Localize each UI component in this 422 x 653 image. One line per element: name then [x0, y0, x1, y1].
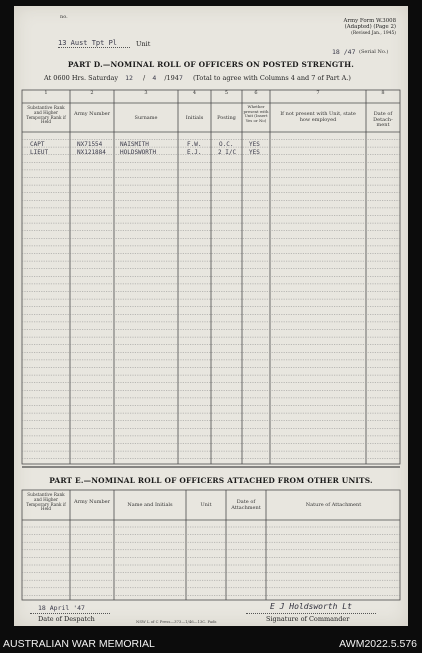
unit-value: 13 Aust Tpt Pl [58, 39, 118, 47]
row1-surname: NAISMITH [120, 141, 149, 148]
row1-present: YES [249, 141, 260, 148]
col-number-5: 5 [224, 90, 229, 96]
row1-posting: O.C. [219, 141, 234, 148]
row2-initials: E.J. [187, 149, 202, 156]
date-day: 12 [125, 74, 133, 82]
despatch-line [30, 613, 110, 614]
col-header-initials: Initials [185, 115, 204, 121]
caption-right: AWM2022.5.576 [339, 638, 417, 650]
part-e-title: PART E.—NOMINAL ROLL OF OFFICERS ATTACHED FROM OTHER UNITS. [49, 476, 373, 485]
part-d-date-line: At 0600 Hrs. Saturday 12 / 4 /1947 (Total to agree with Columns 4 and 7 of Part A.) [44, 74, 351, 82]
col-header-army-number: Army Number [73, 111, 111, 117]
unit-label: Unit [136, 40, 151, 48]
document-page [14, 6, 408, 626]
year-suffix: 7 [178, 74, 183, 82]
corner-mark: no. [60, 14, 68, 20]
signature-line [246, 613, 376, 614]
e-col-rank: Substantive Rank and Higher Temporary Rank if Held [26, 492, 66, 512]
col-number-3: 3 [144, 90, 148, 96]
at-prefix: At 0600 Hrs. Saturday [44, 74, 119, 82]
row2-surname: HOLDSWORTH [120, 149, 157, 156]
signature-label: Signature of Commander [266, 615, 350, 623]
col-header-rank: Substantive Rank and Higher Temporary Rank if Held [26, 105, 66, 125]
col-number-4: 4 [192, 90, 197, 96]
e-col-nature: Nature of Attachment [305, 502, 362, 508]
e-col-unit: Unit [200, 502, 212, 508]
form-adapted: (Adapted) (Page 2) [344, 24, 396, 31]
row2-number: NX121884 [77, 149, 106, 156]
col-number-8: 8 [381, 90, 385, 96]
caption-left: AUSTRALIAN WAR MEMORIAL [3, 638, 155, 650]
row2-posting: 2 I/C [218, 149, 237, 156]
col-number-2: 2 [90, 90, 94, 96]
serial-label: (Serial No.) [359, 49, 389, 55]
form-revised: (Revised Jan., 1945) [351, 30, 396, 36]
col-header-employment: If not present with Unit, state how employed [280, 111, 356, 123]
caption-bar [0, 636, 422, 653]
col-number-7: 7 [316, 90, 320, 96]
col-number-6: 6 [254, 90, 258, 96]
col-number-1: 1 [44, 90, 48, 96]
e-col-army-number: Army Number [73, 499, 111, 505]
row1-initials: F.W. [187, 141, 202, 148]
date-month: 4 [152, 74, 157, 82]
row1-rank: CAPT [30, 141, 45, 148]
printer-imprint: NSW L of C Press—373—1/46—13C. Pads [136, 619, 217, 624]
form-number: Army Form W.3008 [343, 18, 396, 24]
row1-number: NX71554 [77, 141, 103, 148]
col-header-posting: Posting [217, 115, 236, 121]
despatch-label: Date of Despatch [38, 615, 95, 623]
e-col-name: Name and Initials [127, 502, 173, 508]
col-header-present: Whether present with Unit (Insert Yes or No) [243, 104, 269, 123]
part-d-title: PART D.—NOMINAL ROLL OF OFFICERS ON POSTED STRENGTH. [67, 60, 355, 69]
row2-rank: LIEUT [30, 149, 49, 156]
col-header-detachment: Date of Detach-ment [373, 111, 393, 129]
row2-present: YES [249, 149, 260, 156]
col-header-surname: Surname [134, 115, 158, 121]
year-prefix: 194 [166, 74, 179, 82]
e-col-date: Date of Attachment [231, 499, 261, 511]
despatch-date: 18 April '47 [38, 604, 85, 612]
serial-value: 18 /47 [332, 48, 356, 56]
total-note: (Total to agree with Columns 4 and 7 of Part A.) [192, 74, 351, 82]
commander-signature: E J Holdsworth Lt [270, 602, 352, 611]
part-e-grid [14, 6, 408, 626]
